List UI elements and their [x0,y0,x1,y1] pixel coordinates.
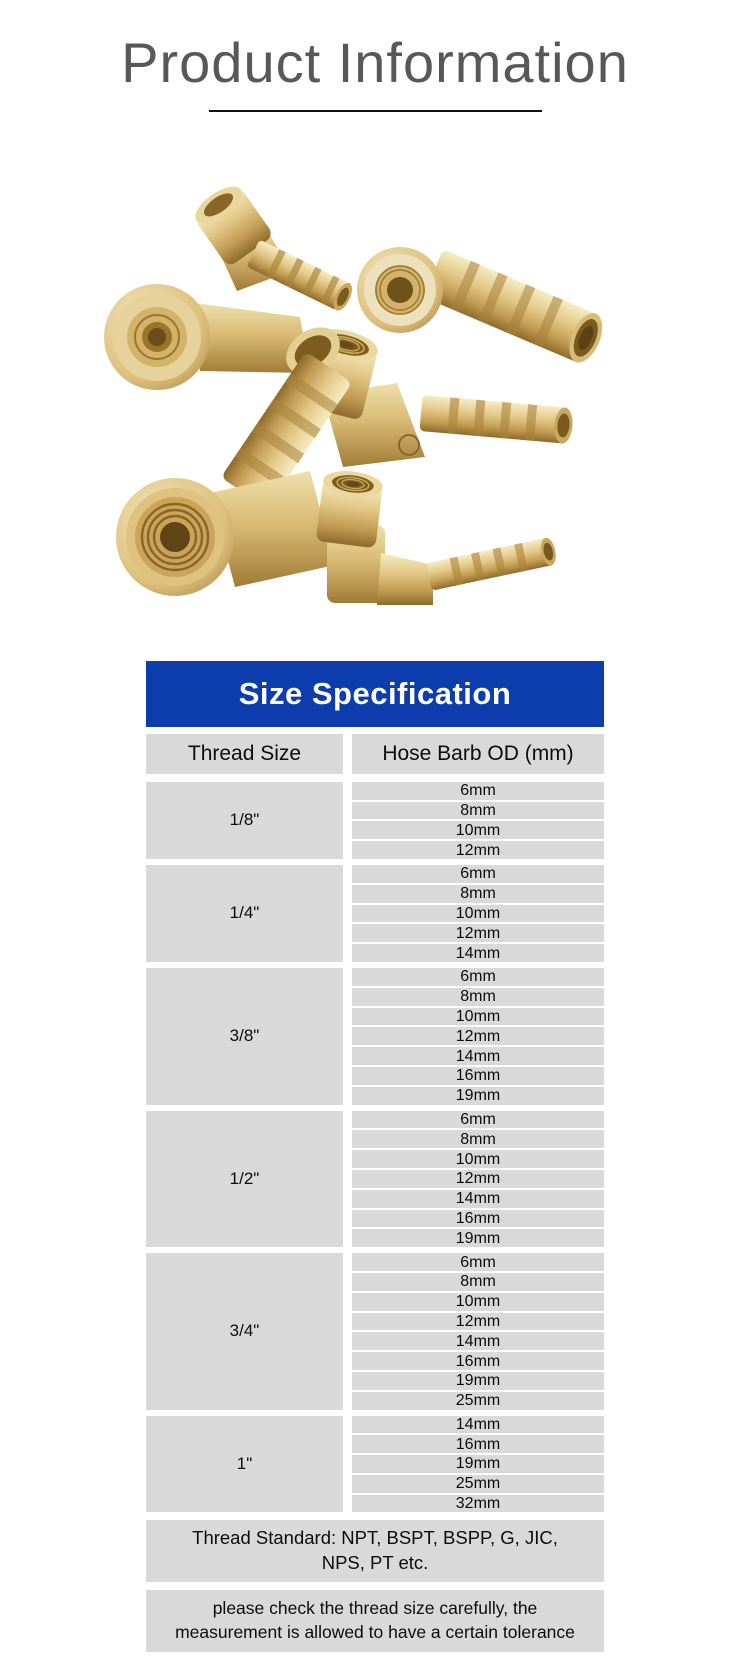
size-group [146,1253,604,1409]
hose-barb-od-cell: 12mm [352,924,604,942]
hose-barb-column [352,782,604,859]
thread-size-cell: 1/8" [146,782,343,859]
hose-barb-od-cell: 12mm [352,1027,604,1045]
hose-barb-od-cell: 6mm [352,968,604,986]
title-underline [209,110,542,112]
hose-barb-column [352,865,604,962]
hose-barb-od-cell: 10mm [352,1008,604,1026]
hose-barb-od-cell: 16mm [352,1210,604,1228]
hose-barb-od-cell: 8mm [352,988,604,1006]
hose-barb-od-cell: 32mm [352,1495,604,1513]
hose-barb-od-cell: 16mm [352,1435,604,1453]
fitting-bottom-elbow [316,468,558,605]
hose-barb-column [352,1111,604,1248]
brass-fittings-illustration [95,145,655,615]
column-header-hose-barb-od: Hose Barb OD (mm) [352,734,604,774]
hose-barb-od-cell: 12mm [352,1313,604,1331]
size-group [146,968,604,1105]
hose-barb-od-cell: 14mm [352,1332,604,1350]
hose-barb-od-cell: 19mm [352,1372,604,1390]
thread-size-cell: 3/8" [146,968,343,1105]
size-group [146,1416,604,1513]
hose-barb-od-cell: 6mm [352,1111,604,1129]
column-header-thread-size: Thread Size [146,734,343,774]
thread-size-cell: 1/4" [146,865,343,962]
title-block [0,0,750,112]
hose-barb-od-cell: 6mm [352,1253,604,1271]
hose-barb-od-cell: 19mm [352,1087,604,1105]
hose-barb-od-cell: 14mm [352,1190,604,1208]
hose-barb-od-cell: 10mm [352,821,604,839]
hose-barb-od-cell: 8mm [352,802,604,820]
hose-barb-od-cell: 10mm [352,1150,604,1168]
fitting-left-large [104,284,352,509]
hose-barb-od-cell: 25mm [352,1475,604,1493]
hose-barb-od-cell: 10mm [352,905,604,923]
hose-barb-od-cell: 14mm [352,944,604,962]
thread-size-cell: 3/4" [146,1253,343,1409]
hose-barb-od-cell: 16mm [352,1067,604,1085]
tolerance-note: please check the thread size carefully, the measurement is allowed to have a certain tolerance [146,1590,604,1651]
hose-barb-od-cell: 12mm [352,1170,604,1188]
column-headers [146,734,604,774]
hose-barb-od-cell: 10mm [352,1293,604,1311]
product-image [95,145,655,615]
hose-barb-od-cell: 8mm [352,885,604,903]
hose-barb-od-cell: 19mm [352,1455,604,1473]
hose-barb-od-cell: 8mm [352,1273,604,1291]
hose-barb-od-cell: 12mm [352,841,604,859]
section-header [146,661,604,727]
thread-size-cell: 1" [146,1416,343,1513]
hose-barb-od-cell: 25mm [352,1392,604,1410]
size-specification-table [146,661,604,1652]
thread-size-cell: 1/2" [146,1111,343,1248]
hose-barb-od-cell: 8mm [352,1130,604,1148]
hose-barb-column [352,1253,604,1409]
size-group [146,782,604,859]
page-title: Product Information [121,31,629,94]
hose-barb-column [352,1416,604,1513]
fitting-bottom-left [116,471,335,596]
hose-barb-od-cell: 14mm [352,1416,604,1434]
thread-standard-note: Thread Standard: NPT, BSPT, BSPP, G, JIC, NPS, PT etc. [146,1520,604,1582]
section-title: Size Specification [238,675,512,711]
hose-barb-od-cell: 19mm [352,1229,604,1247]
hose-barb-od-cell: 6mm [352,865,604,883]
fitting-right-ring [357,247,609,367]
size-group [146,865,604,962]
hose-barb-od-cell: 14mm [352,1047,604,1065]
fitting-top-elbow [189,179,356,313]
table-body [146,782,604,1513]
size-group [146,1111,604,1248]
hose-barb-column [352,968,604,1105]
hose-barb-od-cell: 16mm [352,1352,604,1370]
hose-barb-od-cell: 6mm [352,782,604,800]
